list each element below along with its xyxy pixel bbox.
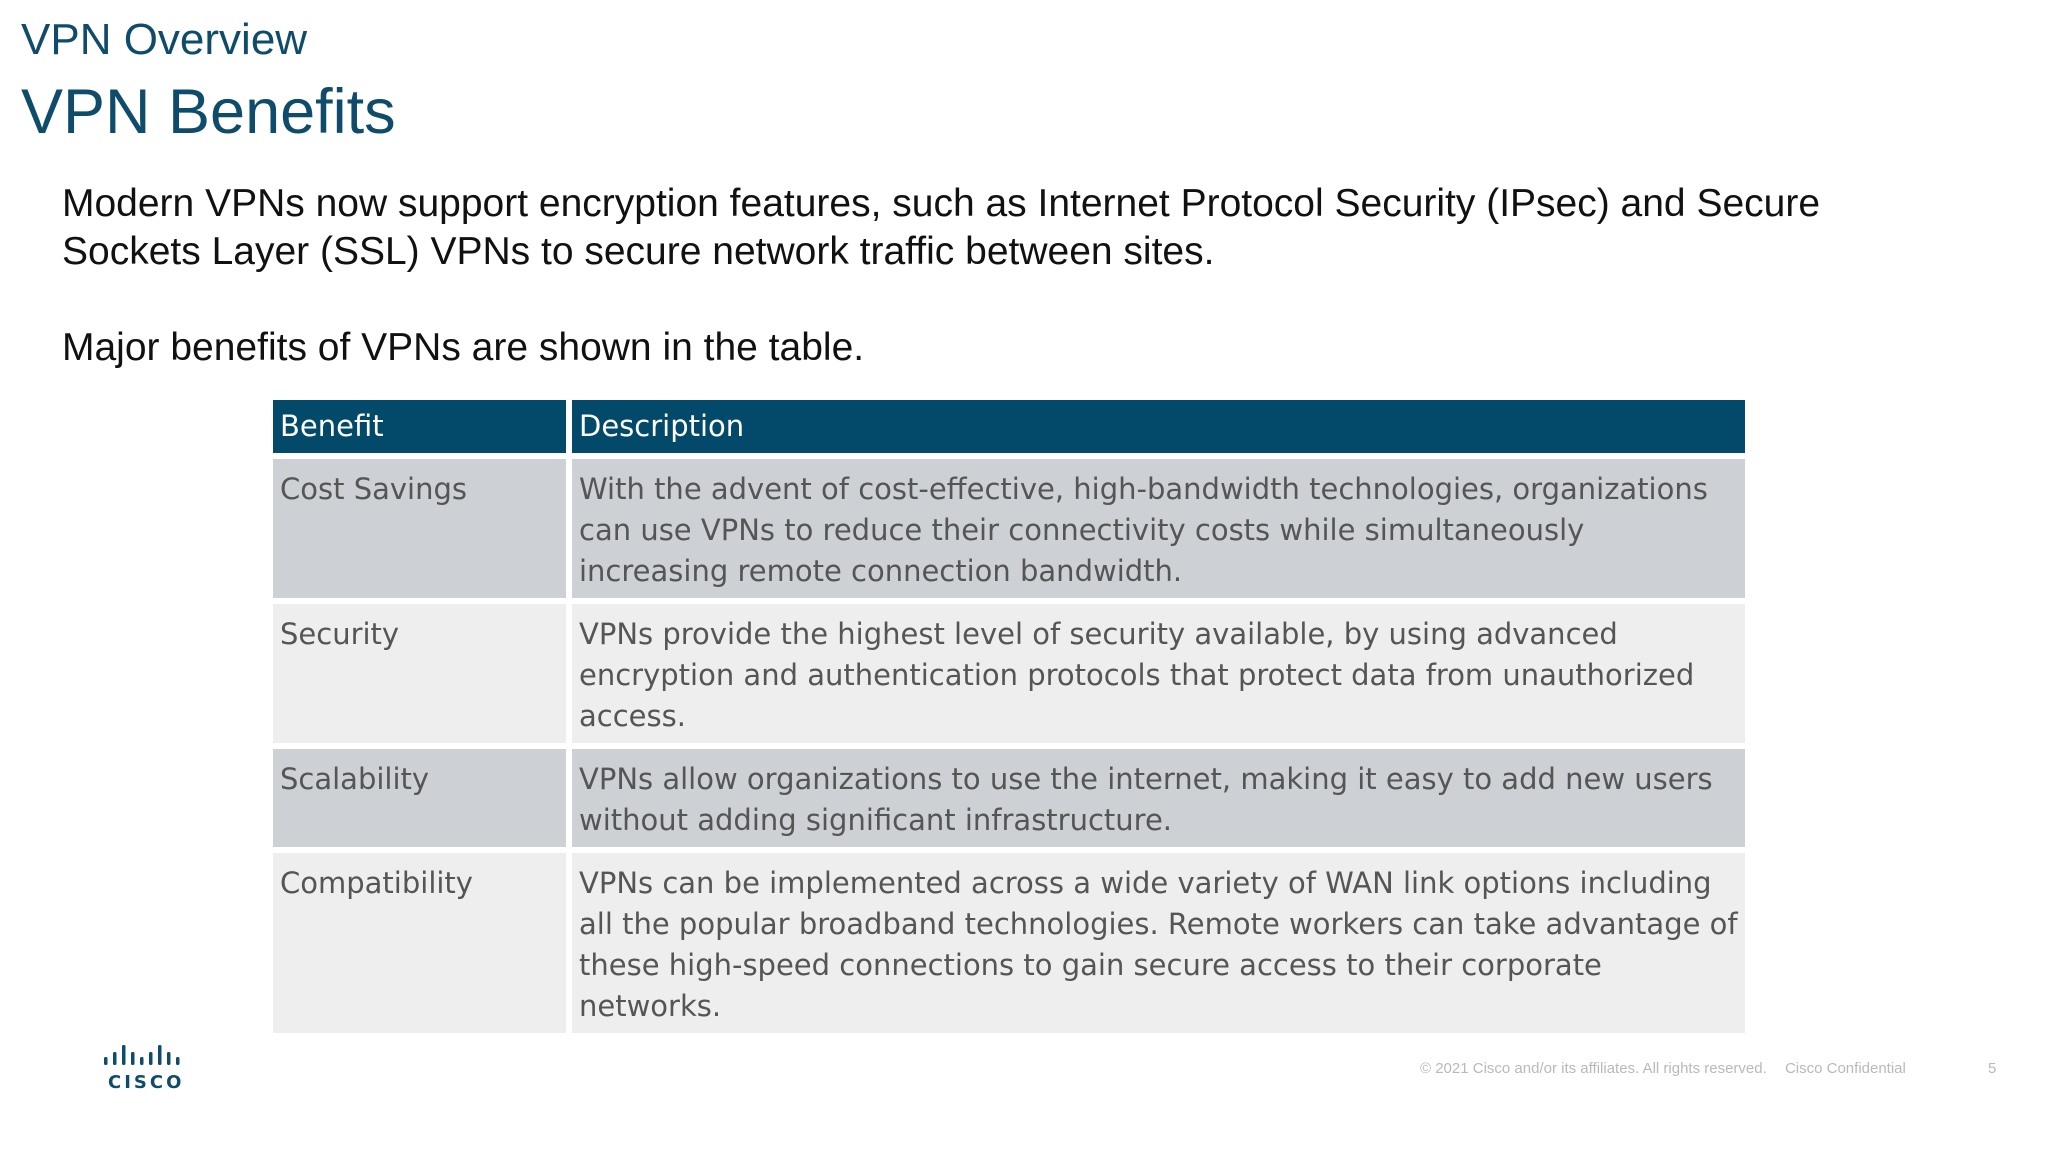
- column-header-description: Description: [572, 400, 1745, 453]
- table-row: [273, 853, 1745, 1033]
- column-header-benefit: Benefit: [273, 400, 566, 453]
- table-row: [273, 459, 1745, 598]
- description-cell: VPNs provide the highest level of security available, by using advanced encryption and authentication protocols that protect data from unauthorized access.: [572, 604, 1745, 743]
- benefits-table: [267, 394, 1751, 1039]
- description-cell: VPNs allow organizations to use the internet, making it easy to add new users without adding significant infrastructure.: [572, 749, 1745, 847]
- benefit-cell: Scalability: [273, 749, 566, 847]
- benefit-cell: Compatibility: [273, 853, 566, 1033]
- table-intro-paragraph: Major benefits of VPNs are shown in the table.: [62, 326, 865, 369]
- benefit-cell: Cost Savings: [273, 459, 566, 598]
- footer-copyright: [1420, 1060, 1920, 1077]
- description-cell: With the advent of cost-effective, high-bandwidth technologies, organizations can use VPNs to reduce their connectivity costs while simultaneously increasing remote connection bandwidth.: [572, 459, 1745, 598]
- page-title: VPN Benefits: [21, 77, 396, 147]
- benefit-cell: Security: [273, 604, 566, 743]
- table-row: [273, 604, 1745, 743]
- copyright-text: © 2021 Cisco and/or its affiliates. All rights reserved.: [1420, 1060, 1767, 1077]
- table-header-row: [273, 400, 1745, 453]
- confidential-text: Cisco Confidential: [1784, 1060, 1906, 1077]
- section-title: VPN Overview: [21, 15, 308, 64]
- page-number: 5: [1988, 1060, 1997, 1077]
- table-row: [273, 749, 1745, 847]
- cisco-logo-text: CISCO: [108, 1072, 185, 1093]
- description-cell: VPNs can be implemented across a wide variety of WAN link options including all the popular broadband technologies. Remote workers can take advantage of these high-speed connections to gain secure access to their corporate networks.: [572, 853, 1745, 1033]
- intro-paragraph: Modern VPNs now support encryption features, such as Internet Protocol Security (IPsec) and Secure Sockets Layer (SSL) VPNs to secure network traffic between sites.: [62, 182, 1821, 273]
